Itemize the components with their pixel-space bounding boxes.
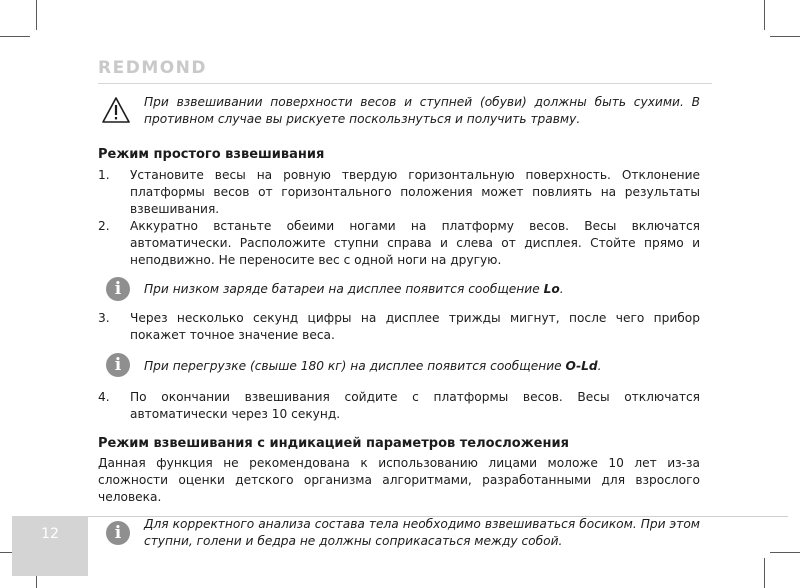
crop-mark xyxy=(764,558,765,588)
info-note-text: При перегрузке (свыше 180 кг) на дисплее появится сообщение xyxy=(144,359,566,373)
list-number: 2. xyxy=(98,219,110,233)
info-note-low-battery xyxy=(98,281,700,298)
footer-divider xyxy=(88,516,788,517)
crop-mark xyxy=(36,0,37,30)
info-note-overload xyxy=(98,355,700,375)
info-note-barefoot xyxy=(98,516,700,550)
list-item xyxy=(98,167,700,218)
header-divider xyxy=(98,83,712,84)
page-number-tab xyxy=(12,516,88,576)
section-paragraph: Данная функция не рекомендована к использованию лицами моложе 10 лет из-за сложности оценки детского организма алгоритмами, разработанными для взрослого человека. xyxy=(98,456,700,504)
info-note-text: При низком заряде батареи на дисплее появится сообщение xyxy=(144,282,544,296)
list-item-text: По окончании взвешивания сойдите с платформы весов. Весы отключатся автоматически через 10 секунд. xyxy=(130,390,700,421)
info-icon: i xyxy=(106,277,130,301)
info-note-punct: . xyxy=(559,282,564,296)
info-icon: i xyxy=(106,353,130,377)
display-code-old: O-Ld xyxy=(565,359,598,373)
info-icon: i xyxy=(106,521,130,545)
list-item xyxy=(98,310,700,344)
info-note-text: Для корректного анализа состава тела необходимо взвешиваться босиком. При этом ступни, голени и бедра не должны соприкасаться между собой. xyxy=(144,517,700,548)
info-note-punct: . xyxy=(597,359,602,373)
display-code-lo: Lo xyxy=(543,282,560,296)
crop-mark xyxy=(0,36,30,37)
list-number: 1. xyxy=(98,168,110,182)
list-item xyxy=(98,218,700,269)
list-item-text: Аккуратно встаньте обеими ногами на платформу весов. Весы включатся автоматически. Расположите ступни справа и слева от дисплея. Стойте прямо и неподвижно. Не переносите вес с одной ноги на другую. xyxy=(130,219,700,267)
crop-mark xyxy=(764,0,765,30)
warning-triangle-icon xyxy=(102,96,130,124)
list-item-text: Установите весы на ровную твердую горизонтальную поверхность. Отклонение платформы весов от горизонтального положения может повлиять на результаты взвешивания. xyxy=(130,168,700,216)
list-item xyxy=(98,389,700,423)
page-number: 12 xyxy=(41,526,59,542)
list-number: 4. xyxy=(98,390,110,404)
warning-note xyxy=(98,94,700,128)
page-content xyxy=(98,94,700,550)
section-heading-simple-weighing: Режим простого взвешивания xyxy=(98,147,325,162)
brand-logo: REDMOND xyxy=(98,58,208,78)
crop-mark xyxy=(770,36,800,37)
warning-note-text: При взвешивании поверхности весов и ступней (обуви) должны быть сухими. В противном случае вы рискуете поскользнуться и получить травму. xyxy=(144,95,700,126)
list-item-text: Через несколько секунд цифры на дисплее трижды мигнут, после чего прибор покажет точное значение веса. xyxy=(130,311,700,342)
section-heading-body-composition: Режим взвешивания с индикацией параметров телосложения xyxy=(98,436,569,451)
crop-mark xyxy=(770,552,800,553)
list-number: 3. xyxy=(98,311,110,325)
